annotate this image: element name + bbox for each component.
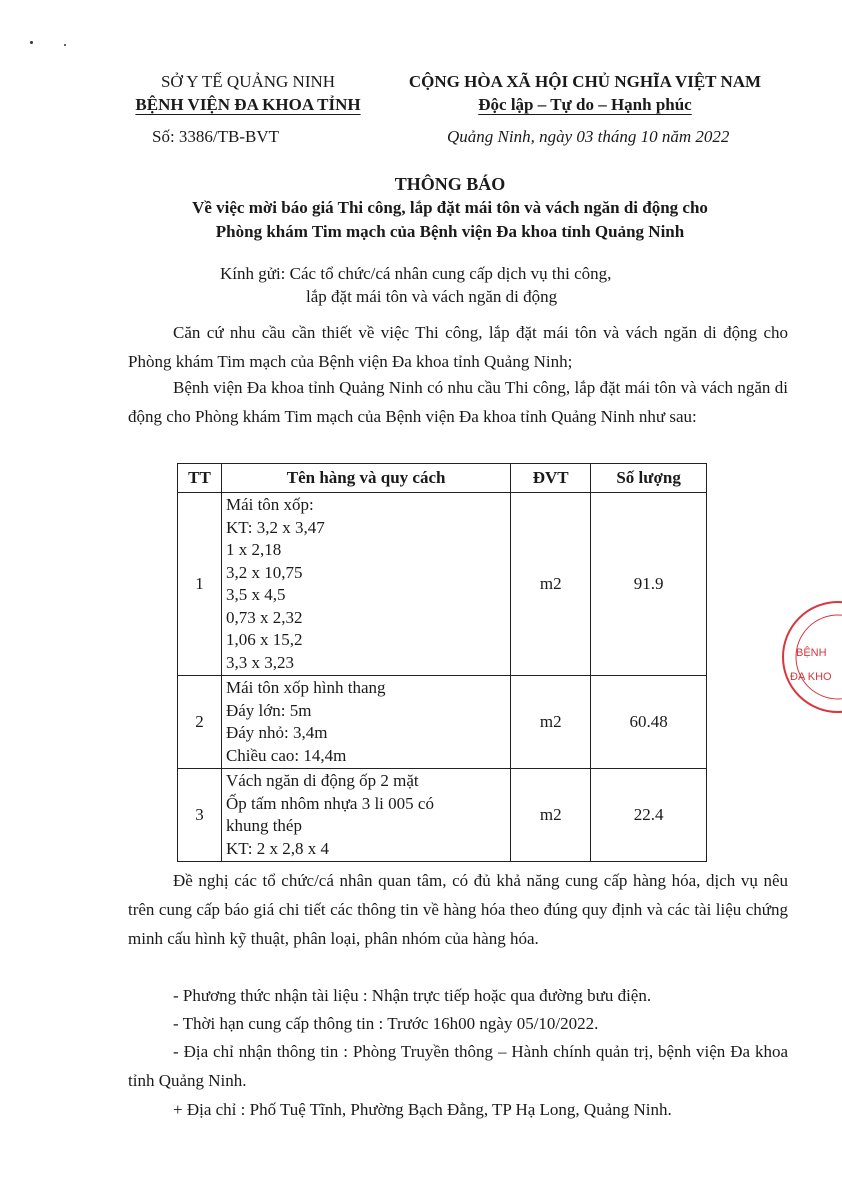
issuer-hospital: BỆNH VIỆN ĐA KHOA TỈNH	[135, 95, 361, 114]
document-number: Số: 3386/TB-BVT	[152, 127, 280, 146]
spec-line: Mái tôn xốp hình thang	[225, 678, 386, 697]
spec-line: 0,73 x 2,32	[225, 607, 303, 627]
issuer-department: SỞ Y TẾ QUẢNG NINH	[160, 72, 336, 91]
row-unit: m2	[511, 493, 591, 676]
spec-line: 1 x 2,18	[225, 540, 282, 559]
bullet-receipt-method: - Phương thức nhận tài liệu : Nhận trực tiếp hoặc qua đường bưu điện.	[173, 986, 652, 1005]
recipient	[220, 262, 611, 308]
table-row	[178, 493, 707, 676]
row-tt: 1	[178, 493, 222, 676]
header-quantity: Số lượng	[591, 464, 707, 493]
spec-line: Chiều cao: 14,4m	[225, 745, 347, 765]
spec-line: 1,06 x 15,2	[225, 630, 303, 649]
table-row	[178, 676, 707, 769]
scan-speck	[64, 44, 66, 46]
stamp-text-1: BỆNH	[796, 647, 827, 659]
hospital-stamp-icon	[768, 598, 842, 716]
scan-speck	[30, 41, 33, 44]
recipient-line1: Kính gửi: Các tổ chức/cá nhân cung cấp dịch vụ thi công,	[220, 264, 612, 283]
national-heading	[380, 70, 790, 116]
paragraph-proposal: Đề nghị các tổ chức/cá nhân quan tâm, có đủ khả năng cung cấp hàng hóa, dịch vụ nêu trên cung cấp báo giá chi tiết các thông tin về hàng hóa theo đúng quy định và các tài liệu chứng minh cấu hình kỹ thuật, phân loại, phân nhóm của hàng hóa.	[128, 871, 788, 948]
row-spec	[221, 676, 510, 769]
spec-line: 3,2 x 10,75	[225, 562, 303, 582]
row-quantity: 60.48	[591, 676, 707, 769]
title-main: THÔNG BÁO	[394, 174, 506, 194]
row-unit: m2	[511, 676, 591, 769]
header-tt: TT	[178, 464, 222, 493]
items-table	[177, 463, 707, 862]
national-motto: Độc lập – Tự do – Hạnh phúc	[478, 95, 692, 114]
bullet-receiving-office: - Địa chỉ nhận thông tin : Phòng Truyền thông – Hành chính quản trị, bệnh viện Đa khoa tỉnh Quảng Ninh.	[128, 1042, 788, 1090]
spec-line: 3,3 x 3,23	[225, 652, 294, 672]
paragraph-request: Bệnh viện Đa khoa tỉnh Quảng Ninh có nhu cầu Thi công, lắp đặt mái tôn và vách ngăn di động cho Phòng khám Tim mạch của Bệnh viện Đa khoa tỉnh Quảng Ninh như sau:	[128, 378, 788, 426]
bullet-deadline: - Thời hạn cung cấp thông tin : Trước 16h00 ngày 05/10/2022.	[173, 1014, 599, 1033]
recipient-line2: lắp đặt mái tôn và vách ngăn di động	[306, 287, 558, 306]
header-item-spec: Tên hàng và quy cách	[221, 464, 510, 493]
row-tt: 2	[178, 676, 222, 769]
spec-line: Đáy nhỏ: 3,4m	[225, 723, 328, 742]
row-spec	[221, 769, 510, 862]
national-title: CỘNG HÒA XÃ HỘI CHỦ NGHĨA VIỆT NAM	[408, 72, 762, 91]
bullet-address: + Địa chỉ : Phố Tuệ Tĩnh, Phường Bạch Đằng, TP Hạ Long, Quảng Ninh.	[173, 1100, 672, 1119]
spec-line: 3,5 x 4,5	[225, 585, 286, 604]
row-tt: 3	[178, 769, 222, 862]
spec-line: KT: 2 x 2,8 x 4	[225, 838, 329, 858]
issuer-block	[118, 70, 378, 116]
spec-line: Mái tôn xốp:	[225, 495, 314, 514]
spec-line: Ốp tấm nhôm nhựa 3 li 005 có	[225, 793, 434, 813]
row-unit: m2	[511, 769, 591, 862]
spec-line: khung thép	[225, 816, 302, 835]
paragraph-basis: Căn cứ nhu cầu cần thiết về việc Thi công, lắp đặt mái tôn và vách ngăn di động cho Phòng khám Tim mạch của Bệnh viện Đa khoa tỉnh Quảng Ninh;	[128, 323, 788, 371]
table-row	[178, 769, 707, 862]
title-subject-line2: Phòng khám Tim mạch của Bệnh viện Đa khoa tỉnh Quảng Ninh	[215, 222, 685, 241]
document-date: Quảng Ninh, ngày 03 tháng 10 năm 2022	[447, 127, 730, 146]
row-quantity: 91.9	[591, 493, 707, 676]
spec-line: KT: 3,2 x 3,47	[225, 517, 325, 537]
stamp-text-2: ĐA KHO	[790, 671, 832, 683]
table-header-row	[178, 464, 707, 493]
row-spec	[221, 493, 510, 676]
row-quantity: 22.4	[591, 769, 707, 862]
spec-line: Đáy lớn: 5m	[225, 700, 312, 720]
title-subject-line1: Về việc mời báo giá Thi công, lắp đặt mái tôn và vách ngăn di động cho	[192, 198, 708, 217]
spec-line: Vách ngăn di động ốp 2 mặt	[225, 771, 419, 790]
document-title	[120, 172, 780, 244]
header-unit: ĐVT	[511, 464, 591, 493]
